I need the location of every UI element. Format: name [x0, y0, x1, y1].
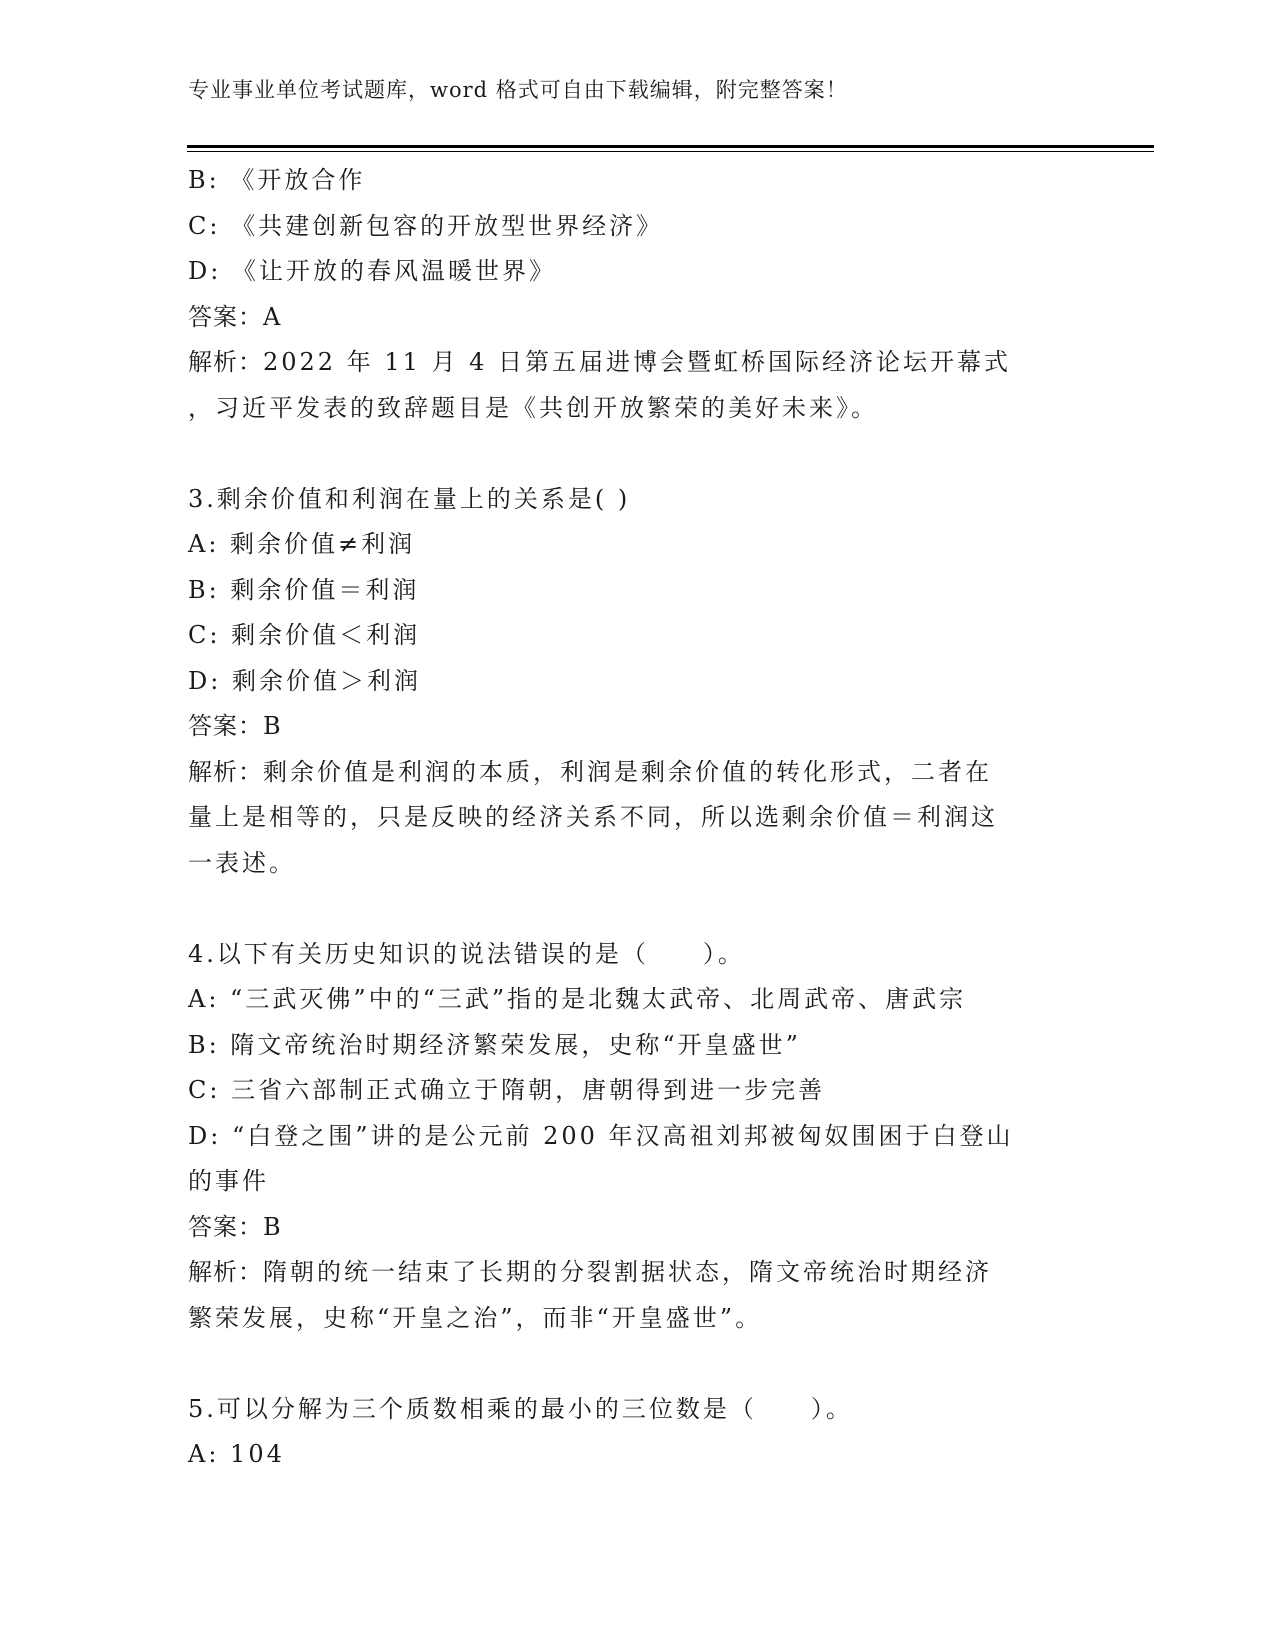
q3-analysis-line — [188, 750, 1088, 796]
answer-label: 答案： — [188, 1212, 263, 1241]
q4-option-b: B: 隋文帝统治时期经济繁荣发展，史称“开皇盛世” — [188, 1030, 801, 1059]
q2-option-d: D: 《让开放的春风温暖世界》 — [188, 257, 556, 285]
q4-option-d-continued: 的事件 — [188, 1167, 269, 1195]
answer-label: 答案： — [188, 302, 263, 331]
header-rule-thin — [187, 151, 1154, 152]
analysis-label: 解析： — [188, 757, 263, 786]
q3-analysis-text: 剩余价值是利润的本质，利润是剩余价值的转化形式，二者在 — [263, 757, 992, 786]
q4-option-a: A: “三武灭佛”中的“三武”指的是北魏太武帝、北周武帝、唐武宗 — [188, 985, 967, 1013]
q5-option-a: A: 104 — [188, 1440, 285, 1468]
q4-analysis-line — [188, 1250, 1088, 1296]
analysis-label: 解析： — [188, 348, 263, 376]
q3-analysis-line: 量上是相等的，只是反映的经济关系不同，所以选剩余价值＝利润这 — [188, 803, 998, 831]
spacer — [188, 431, 1088, 477]
q2-option-c: C: 《共建创新包容的开放型世界经济》 — [188, 211, 664, 240]
q3-question: 3.剩余价值和利润在量上的关系是( ) — [188, 484, 631, 513]
q4-analysis-line: 繁荣发展，史称“开皇之治”，而非“开皇盛世”。 — [188, 1303, 763, 1332]
q2-option-b: B: 《开放合作 — [188, 166, 366, 194]
q4-answer — [188, 1205, 1088, 1251]
q5-question: 5.可以分解为三个质数相乘的最小的三位数是（ ）。 — [188, 1394, 853, 1423]
analysis-label: 解析： — [188, 1258, 263, 1286]
page-header: 专业事业单位考试题库，word 格式可自由下载编辑，附完整答案！ — [188, 78, 848, 102]
q4-option-c: C: 三省六部制正式确立于隋朝，唐朝得到进一步完善 — [188, 1076, 826, 1104]
spacer — [188, 1341, 1088, 1387]
q4-option-d: D: “白登之围”讲的是公元前 200 年汉高祖刘邦被匈奴围困于白登山 — [188, 1121, 1014, 1150]
q3-analysis-line: 一表述。 — [188, 848, 296, 877]
q2-analysis-line: ，习近平发表的致辞题目是《共创开放繁荣的美好未来》。 — [188, 393, 878, 422]
q3-answer — [188, 704, 1088, 750]
q3-answer-value: B — [263, 712, 284, 740]
header-rule-thick — [187, 145, 1154, 148]
question-content — [188, 158, 1088, 1478]
q3-option-a: A: 剩余价值≠利润 — [188, 530, 416, 558]
q4-analysis-text: 隋朝的统一结束了长期的分裂割据状态，隋文帝统治时期经济 — [263, 1258, 992, 1286]
q2-analysis-text: 2022 年 11 月 4 日第五届进博会暨虹桥国际经济论坛开幕式 — [263, 348, 1012, 376]
q2-analysis-line — [188, 340, 1088, 386]
spacer — [188, 886, 1088, 932]
q3-option-b: B: 剩余价值＝利润 — [188, 575, 420, 604]
answer-label: 答案： — [188, 712, 263, 740]
q3-option-c: C: 剩余价值＜利润 — [188, 621, 421, 649]
q4-question: 4.以下有关历史知识的说法错误的是（ ）。 — [188, 939, 745, 968]
q4-answer-value: B — [263, 1212, 284, 1241]
q2-answer — [188, 295, 1088, 341]
q3-option-d: D: 剩余价值＞利润 — [188, 666, 421, 695]
q2-answer-value: A — [263, 302, 284, 331]
